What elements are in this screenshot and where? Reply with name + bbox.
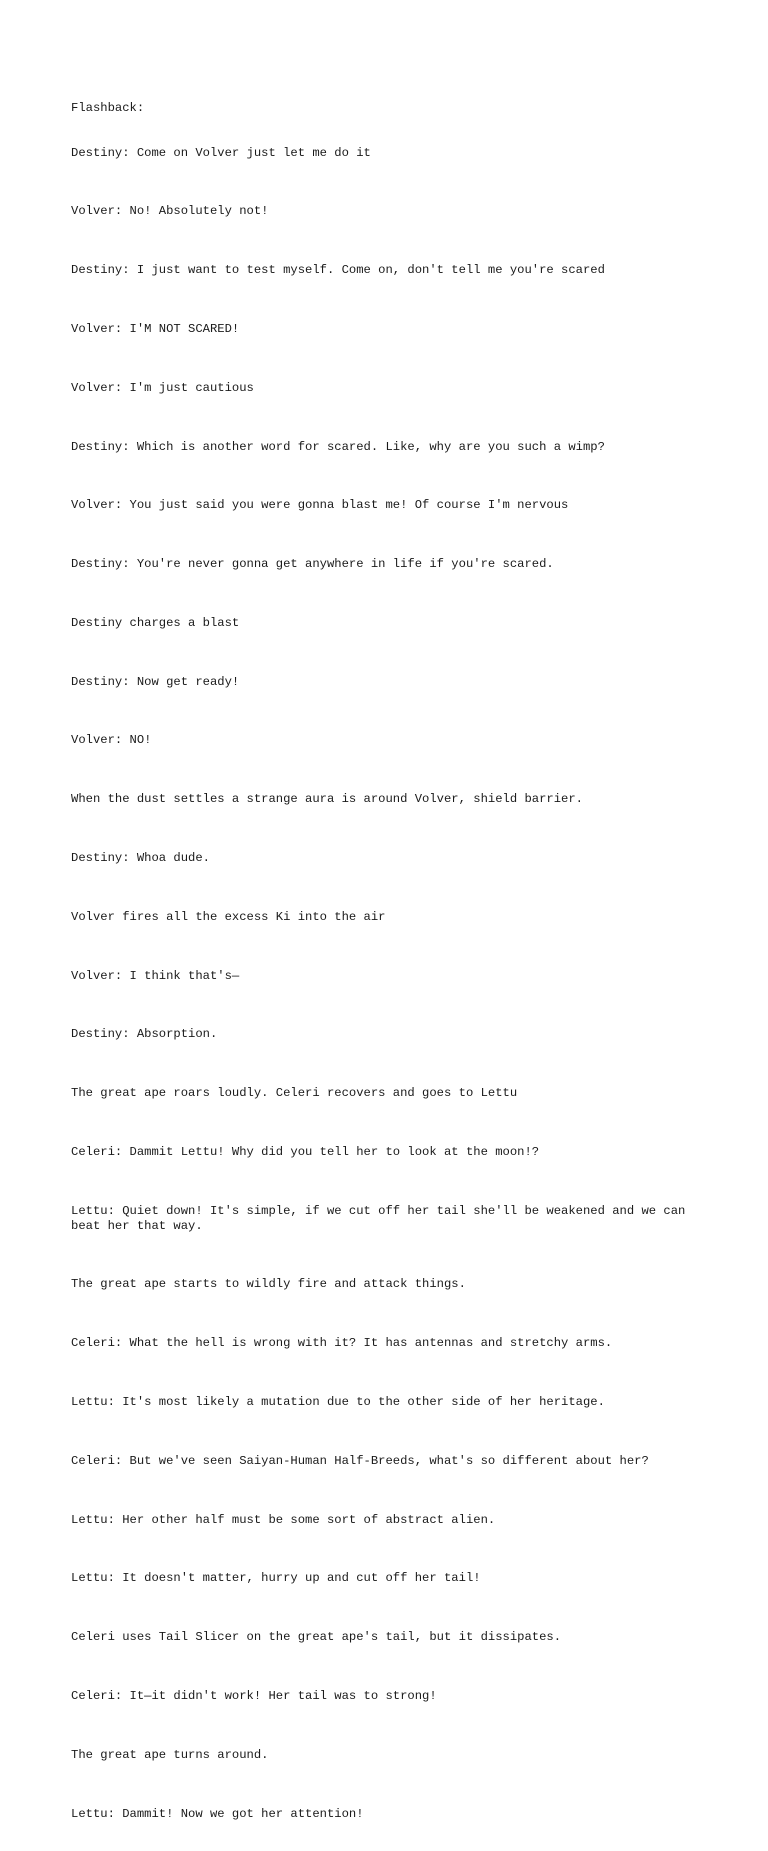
dialogue-line: Celeri: But we've seen Saiyan-Human Half-Breeds, what's so different about her? — [71, 1453, 649, 1468]
narration-line: The great ape starts to wildly fire and attack things. — [71, 1277, 466, 1292]
dialogue-line: Destiny: I just want to test myself. Come on, don't tell me you're scared — [71, 263, 605, 278]
dialogue-line: Celeri: What the hell is wrong with it? It has antennas and stretchy arms. — [71, 1336, 613, 1351]
dialogue-line: Lettu: Dammit! Now we got her attention! — [71, 1806, 364, 1821]
dialogue-line: Destiny: Whoa dude. — [71, 851, 210, 866]
narration-line: Volver fires all the excess Ki into the air — [71, 909, 386, 924]
dialogue-line: Volver: NO! — [71, 733, 152, 748]
dialogue-line: Destiny: Come on Volver just let me do it — [71, 145, 371, 160]
narration-line: Destiny charges a blast — [71, 615, 240, 630]
dialogue-line: Destiny: Now get ready! — [71, 674, 240, 689]
scene-heading: Flashback: — [71, 101, 145, 116]
dialogue-line: Volver: You just said you were gonna blast me! Of course I'm nervous — [71, 498, 569, 513]
narration-line: The great ape turns around. — [71, 1747, 269, 1762]
dialogue-line: Destiny: Absorption. — [71, 1027, 218, 1042]
dialogue-line: Volver: No! Absolutely not! — [71, 204, 269, 219]
narration-line: When the dust settles a strange aura is around Volver, shield barrier. — [71, 792, 583, 807]
dialogue-line: Destiny: You're never gonna get anywhere in life if you're scared. — [71, 557, 554, 572]
dialogue-line: Lettu: It doesn't matter, hurry up and cut off her tail! — [71, 1571, 481, 1586]
dialogue-line: Volver: I'M NOT SCARED! — [71, 321, 240, 336]
narration-line: Celeri uses Tail Slicer on the great ape's tail, but it dissipates. — [71, 1630, 562, 1645]
dialogue-line: Lettu: It's most likely a mutation due to the other side of her heritage. — [71, 1394, 605, 1409]
dialogue-line: Lettu: Her other half must be some sort of abstract alien. — [71, 1512, 496, 1527]
dialogue-line: Volver: I'm just cautious — [71, 380, 254, 395]
dialogue-line: Celeri: It—it didn't work! Her tail was to strong! — [71, 1688, 437, 1703]
dialogue-line: Destiny: Which is another word for scared. Like, why are you such a wimp? — [71, 439, 605, 454]
dialogue-line: Volver: I think that's— — [71, 968, 240, 983]
dialogue-line: Lettu: Quiet down! It's simple, if we cut off her tail she'll be weakened and we can beat her that way. — [71, 1203, 693, 1233]
document-body — [71, 72, 691, 1851]
narration-line: The great ape roars loudly. Celeri recovers and goes to Lettu — [71, 1086, 518, 1101]
dialogue-line: Celeri: Dammit Lettu! Why did you tell her to look at the moon!? — [71, 1145, 540, 1160]
